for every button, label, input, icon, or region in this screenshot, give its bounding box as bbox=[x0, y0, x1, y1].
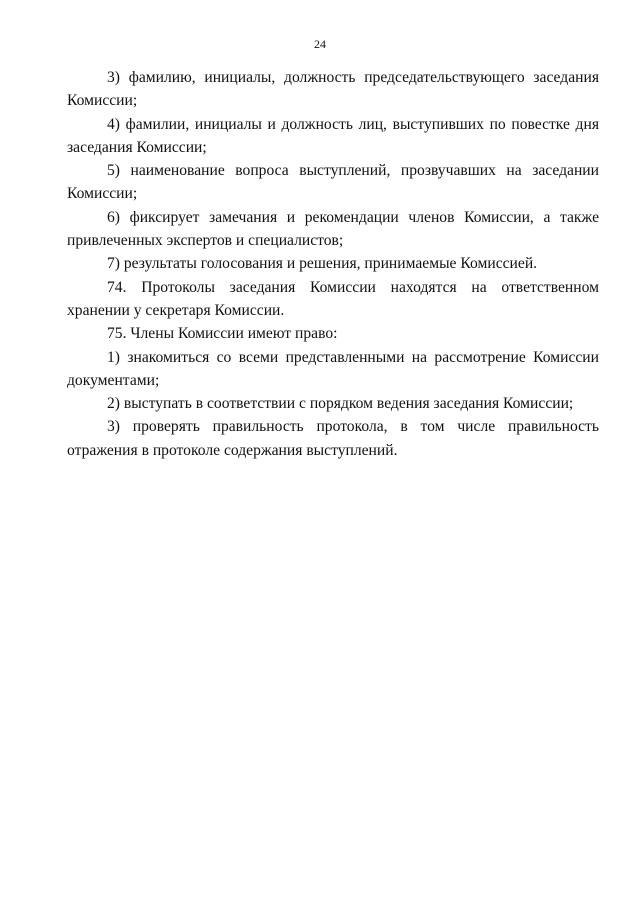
paragraph-item-5: 5) наименование вопроса выступлений, прозвучавших на заседании Комиссии; bbox=[67, 162, 599, 203]
document-body bbox=[67, 66, 599, 462]
paragraph-clause-75: 75. Члены Комиссии имеют право: bbox=[107, 325, 338, 343]
paragraph-item-6: 6) фиксирует замечания и рекомендации членов Комиссии, а также привлеченных экспертов и специалистов; bbox=[67, 208, 599, 250]
paragraph-item-7: 7) результаты голосования и решения, принимаемые Комиссией. bbox=[107, 255, 538, 273]
page-number: 24 bbox=[314, 37, 326, 51]
paragraph-right-1: 1) знакомиться со всеми представленными на рассмотрение Комиссии документами; bbox=[67, 348, 599, 389]
paragraph-right-3: 3) проверять правильность протокола, в том числе правильность отражения в протоколе содержания выступлений. bbox=[67, 418, 599, 459]
paragraph-item-3: 3) фамилию, инициалы, должность председательствующего заседания Комиссии; bbox=[67, 69, 599, 110]
paragraph-item-4: 4) фамилии, инициалы и должность лиц, выступивших по повестке дня заседания Комиссии; bbox=[67, 115, 599, 156]
paragraph-clause-74: 74. Протоколы заседания Комиссии находятся на ответственном хранении у секретаря Комиссии. bbox=[67, 278, 599, 319]
paragraph-right-2: 2) выступать в соответствии с порядком ведения заседания Комиссии; bbox=[107, 395, 574, 413]
